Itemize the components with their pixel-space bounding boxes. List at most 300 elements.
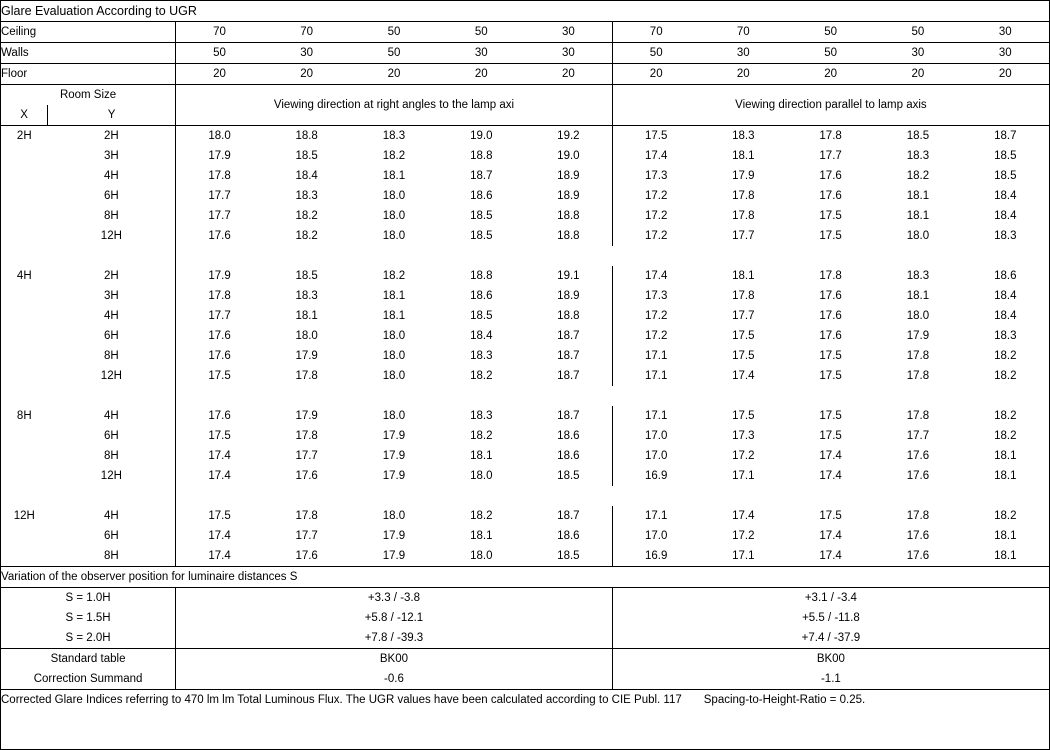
ugr-value: 18.5: [470, 310, 493, 322]
variation-label: S = 1.5H: [1, 608, 176, 628]
y-value: 2H: [48, 266, 176, 286]
ugr-value: 17.1: [732, 470, 755, 482]
ugr-value: 18.9: [525, 286, 612, 306]
ugr-value: 18.1: [732, 150, 755, 162]
ugr-value: 18.0: [382, 190, 406, 202]
direction-header-parallel: Viewing direction parallel to lamp axis: [612, 85, 1049, 126]
floor-value: 20: [525, 64, 612, 85]
ugr-value: 18.5: [295, 150, 318, 162]
ugr-value: 17.6: [906, 470, 930, 482]
variation-row: [1, 628, 1049, 649]
ugr-value: 18.3: [470, 350, 493, 362]
ugr-value: 17.7: [906, 430, 930, 442]
ugr-value: 18.6: [470, 290, 493, 302]
ugr-value: 18.2: [470, 370, 493, 382]
ugr-value: 17.1: [732, 550, 755, 562]
y-value: 2H: [48, 126, 176, 147]
ugr-value: 18.6: [525, 446, 612, 466]
ugr-value: 18.6: [525, 526, 612, 546]
ugr-value: 18.9: [525, 186, 612, 206]
ugr-value: 16.9: [645, 550, 668, 562]
x-value: [1, 366, 48, 386]
ugr-value: 17.8: [208, 170, 231, 182]
ugr-value: 18.1: [994, 550, 1017, 562]
ugr-value: 18.1: [994, 450, 1017, 462]
correction-summand-row: [1, 669, 1049, 690]
ugr-value: 18.5: [525, 546, 612, 567]
ugr-value: 17.4: [208, 470, 231, 482]
ugr-value: 18.5: [525, 466, 612, 486]
ugr-value: 17.8: [906, 410, 930, 422]
ugr-value: 17.8: [906, 510, 930, 522]
ugr-value: 18.7: [525, 346, 612, 366]
ugr-value: 18.3: [994, 230, 1017, 242]
walls-value: 50: [176, 43, 263, 64]
ugr-value: 17.8: [906, 370, 930, 382]
ugr-value: 18.0: [382, 410, 406, 422]
ugr-value: 17.0: [645, 450, 668, 462]
room-size-header: Room Size: [1, 85, 176, 106]
ugr-value: 18.2: [470, 430, 493, 442]
ugr-value: 18.7: [525, 506, 612, 526]
ugr-value: 18.1: [994, 530, 1017, 542]
standard-table-row: [1, 649, 1049, 670]
x-value: [1, 226, 48, 246]
ugr-value: 18.4: [994, 290, 1017, 302]
floor-value: 20: [176, 64, 263, 85]
ugr-value: 17.4: [645, 270, 668, 282]
ugr-value: 17.0: [645, 530, 668, 542]
ugr-value: 18.5: [906, 130, 930, 142]
data-row: [1, 346, 1049, 366]
ugr-value: 17.9: [906, 330, 930, 342]
x-value: [1, 346, 48, 366]
y-value: 8H: [48, 546, 176, 567]
ugr-value: 17.8: [732, 290, 755, 302]
data-row: [1, 446, 1049, 466]
x-value: [1, 206, 48, 226]
ugr-value: 17.4: [732, 510, 755, 522]
group-spacer: [1, 486, 1049, 506]
floor-value: 20: [874, 64, 961, 85]
data-row: [1, 146, 1049, 166]
ugr-value: 18.0: [382, 370, 406, 382]
ceiling-value: 50: [787, 22, 874, 43]
y-value: 4H: [48, 306, 176, 326]
ugr-value: 18.0: [295, 330, 318, 342]
ugr-value: 17.5: [819, 370, 842, 382]
ugr-value: 17.5: [732, 330, 755, 342]
ugr-value: 17.5: [819, 410, 842, 422]
variation-perpendicular: +3.3 / -3.8: [176, 588, 613, 609]
x-value: [1, 326, 48, 346]
ugr-value: 17.8: [732, 210, 755, 222]
ugr-value: 17.5: [819, 230, 842, 242]
ugr-value: 18.7: [994, 130, 1017, 142]
variation-parallel: +3.1 / -3.4: [804, 592, 857, 604]
variation-header-row: [1, 567, 1049, 588]
ugr-value: 17.6: [906, 530, 930, 542]
correction-summand-perpendicular: -0.6: [176, 669, 613, 690]
ugr-value: 18.8: [470, 270, 493, 282]
ugr-value: 17.6: [295, 550, 318, 562]
ugr-value: 18.5: [470, 210, 493, 222]
x-value: [1, 426, 48, 446]
ugr-value: 18.1: [470, 530, 493, 542]
ugr-value: 18.7: [525, 406, 612, 426]
ugr-value: 17.4: [208, 450, 231, 462]
ugr-value: 18.0: [382, 510, 406, 522]
ugr-value: 17.8: [819, 270, 842, 282]
ugr-value: 17.7: [732, 230, 755, 242]
y-value: 6H: [48, 326, 176, 346]
standard-table-parallel: BK00: [612, 649, 1049, 670]
floor-value: 20: [612, 64, 699, 85]
ugr-value: 17.7: [208, 210, 231, 222]
ugr-value: 17.4: [208, 550, 231, 562]
x-value: [1, 446, 48, 466]
direction-header-perpendicular: Viewing direction at right angles to the lamp axi: [176, 85, 613, 126]
ugr-value: 17.7: [208, 190, 231, 202]
ugr-value: 17.5: [819, 430, 842, 442]
ugr-value: 19.0: [470, 130, 493, 142]
ugr-value: 18.3: [906, 270, 930, 282]
ugr-value: 17.7: [819, 150, 842, 162]
ugr-value: 18.3: [295, 290, 318, 302]
data-row: [1, 426, 1049, 446]
ugr-value: 18.5: [295, 270, 318, 282]
ugr-value: 17.6: [208, 330, 231, 342]
ugr-value: 17.5: [819, 210, 842, 222]
group-spacer: [1, 246, 1049, 266]
y-value: 12H: [48, 466, 176, 486]
footnote-row: [1, 690, 1049, 711]
ugr-value: 17.7: [732, 310, 755, 322]
footnote-ratio: Spacing-to-Height-Ratio = 0.25.: [703, 694, 866, 706]
y-value: 4H: [48, 166, 176, 186]
ugr-value: 17.5: [732, 410, 755, 422]
y-header: Y: [48, 105, 176, 126]
y-value: 6H: [48, 186, 176, 206]
ugr-value: 18.2: [295, 210, 318, 222]
walls-value: 30: [962, 43, 1049, 64]
variation-header: Variation of the observer position for luminaire distances S: [1, 567, 1049, 588]
ugr-value: 18.1: [906, 190, 930, 202]
reflectance-row-ceiling: [1, 22, 1049, 43]
ugr-value: 18.4: [295, 170, 318, 182]
variation-perpendicular: +5.8 / -12.1: [176, 608, 613, 628]
ugr-value: 17.6: [819, 170, 842, 182]
variation-parallel: +7.4 / -37.9: [801, 632, 861, 644]
y-value: 6H: [48, 426, 176, 446]
ugr-value: 18.0: [382, 330, 406, 342]
x-value: [1, 146, 48, 166]
ugr-value: 19.0: [525, 146, 612, 166]
ugr-value: 18.1: [732, 270, 755, 282]
ugr-value: 17.7: [208, 310, 231, 322]
walls-value: 50: [612, 43, 699, 64]
x-header: X: [1, 105, 48, 126]
ugr-value: 17.2: [645, 190, 668, 202]
ugr-value: 17.9: [382, 550, 406, 562]
ceiling-value: 50: [438, 22, 525, 43]
ugr-value: 18.4: [994, 210, 1017, 222]
ugr-value: 19.2: [525, 126, 612, 147]
ugr-value: 18.1: [906, 210, 930, 222]
ceiling-value: 30: [962, 22, 1049, 43]
ugr-value: 18.6: [994, 270, 1017, 282]
floor-value: 20: [962, 64, 1049, 85]
y-value: 3H: [48, 286, 176, 306]
ugr-value: 18.4: [994, 310, 1017, 322]
page-title: Glare Evaluation According to UGR: [1, 1, 1049, 22]
ugr-value: 18.0: [208, 130, 231, 142]
ugr-value: 17.8: [819, 130, 842, 142]
data-row: [1, 286, 1049, 306]
ugr-value: 17.1: [645, 350, 668, 362]
ugr-value: 18.3: [295, 190, 318, 202]
ugr-value: 18.8: [295, 130, 318, 142]
y-value: 8H: [48, 446, 176, 466]
ugr-value: 17.2: [645, 310, 668, 322]
y-value: 4H: [48, 406, 176, 426]
ugr-value: 18.3: [906, 150, 930, 162]
ugr-value: 17.8: [732, 190, 755, 202]
ugr-value: 18.7: [470, 170, 493, 182]
ugr-value: 18.0: [470, 470, 493, 482]
x-value: [1, 306, 48, 326]
variation-label: S = 2.0H: [1, 628, 176, 649]
x-value: [1, 186, 48, 206]
ugr-value: 18.7: [525, 326, 612, 346]
data-row: [1, 526, 1049, 546]
ugr-value: 18.3: [470, 410, 493, 422]
ugr-value: 17.7: [295, 530, 318, 542]
ugr-value: 18.2: [295, 230, 318, 242]
ugr-value: 18.5: [994, 170, 1017, 182]
ugr-value: 17.5: [208, 370, 231, 382]
ugr-value: 17.2: [645, 210, 668, 222]
ugr-value: 18.0: [906, 310, 930, 322]
ceiling-label: Ceiling: [1, 22, 176, 43]
ugr-value: 18.6: [525, 426, 612, 446]
ugr-value: 17.4: [819, 530, 842, 542]
ugr-value: 17.1: [645, 370, 668, 382]
ugr-value: 18.2: [994, 370, 1017, 382]
y-value: 3H: [48, 146, 176, 166]
ugr-table: [1, 1, 1049, 710]
data-row: [1, 406, 1049, 426]
ugr-value: 17.4: [208, 530, 231, 542]
ugr-value: 17.6: [819, 190, 842, 202]
walls-label: Walls: [1, 43, 176, 64]
footnote-main: Corrected Glare Indices referring to 470 lm lm Total Luminous Flux. The UGR values have been calculated according to CIE Publ. 117: [1, 694, 682, 706]
floor-value: 20: [263, 64, 350, 85]
data-row: [1, 186, 1049, 206]
ugr-value: 17.9: [382, 470, 406, 482]
ugr-value: 18.0: [382, 210, 406, 222]
floor-label: Floor: [1, 64, 176, 85]
ugr-value: 17.4: [819, 550, 842, 562]
x-value: 2H: [16, 130, 32, 142]
x-value: [1, 166, 48, 186]
ugr-value: 18.1: [382, 310, 406, 322]
ugr-value: 18.4: [994, 190, 1017, 202]
x-value: [1, 466, 48, 486]
ugr-value: 17.6: [208, 410, 231, 422]
ugr-value: 17.6: [295, 470, 318, 482]
ugr-value: 18.2: [994, 430, 1017, 442]
ugr-value: 18.0: [470, 550, 493, 562]
y-value: 12H: [48, 366, 176, 386]
ceiling-value: 50: [350, 22, 437, 43]
walls-value: 30: [700, 43, 787, 64]
walls-value: 30: [525, 43, 612, 64]
walls-value: 30: [874, 43, 961, 64]
data-row: [1, 266, 1049, 286]
ugr-value: 17.8: [295, 430, 318, 442]
ugr-value: 17.8: [208, 290, 231, 302]
data-row: [1, 206, 1049, 226]
data-row: [1, 466, 1049, 486]
ugr-value: 18.5: [994, 150, 1017, 162]
ugr-value: 17.5: [645, 130, 668, 142]
ugr-value: 18.1: [470, 450, 493, 462]
walls-value: 50: [350, 43, 437, 64]
ugr-value: 18.2: [382, 150, 406, 162]
ugr-value: 17.4: [819, 450, 842, 462]
variation-row: [1, 608, 1049, 628]
ugr-value: 18.8: [470, 150, 493, 162]
ugr-value: 17.1: [645, 410, 668, 422]
reflectance-row-walls: [1, 43, 1049, 64]
floor-value: 20: [438, 64, 525, 85]
ugr-value: 17.4: [732, 370, 755, 382]
walls-value: 30: [438, 43, 525, 64]
ugr-value: 17.8: [295, 370, 318, 382]
variation-row: [1, 588, 1049, 609]
ugr-value: 17.6: [906, 450, 930, 462]
ugr-value: 18.1: [295, 310, 318, 322]
ugr-value: 17.4: [819, 470, 842, 482]
x-value: 12H: [13, 510, 35, 522]
ugr-value: 17.6: [819, 330, 842, 342]
ugr-value: 18.3: [994, 330, 1017, 342]
reflectance-row-floor: [1, 64, 1049, 85]
ugr-value: 18.1: [906, 290, 930, 302]
ugr-value: 17.6: [208, 350, 231, 362]
y-value: 8H: [48, 206, 176, 226]
y-value: 12H: [48, 226, 176, 246]
ugr-value: 18.1: [994, 470, 1017, 482]
ugr-value: 17.1: [645, 510, 668, 522]
data-row: [1, 166, 1049, 186]
y-value: 6H: [48, 526, 176, 546]
ugr-value: 17.9: [295, 410, 318, 422]
ugr-value: 17.9: [208, 150, 231, 162]
ugr-value: 17.5: [819, 350, 842, 362]
footnote: [1, 690, 1049, 711]
ceiling-value: 70: [612, 22, 699, 43]
ugr-value: 17.8: [295, 510, 318, 522]
ugr-value: 19.1: [525, 266, 612, 286]
ugr-value: 17.5: [208, 430, 231, 442]
ceiling-value: 30: [525, 22, 612, 43]
ugr-value: 18.5: [470, 230, 493, 242]
ugr-value: 17.2: [732, 530, 755, 542]
x-value: [1, 526, 48, 546]
floor-value: 20: [700, 64, 787, 85]
ugr-value: 17.2: [645, 330, 668, 342]
group-spacer: [1, 386, 1049, 406]
ugr-value: 18.7: [525, 366, 612, 386]
ugr-value: 17.5: [208, 510, 231, 522]
ceiling-value: 70: [263, 22, 350, 43]
y-value: 8H: [48, 346, 176, 366]
floor-value: 20: [350, 64, 437, 85]
ceiling-value: 70: [176, 22, 263, 43]
ugr-value: 17.9: [382, 450, 406, 462]
ugr-value: 17.3: [732, 430, 755, 442]
ugr-value: 18.2: [906, 170, 930, 182]
data-row: [1, 226, 1049, 246]
ugr-value: 17.2: [645, 230, 668, 242]
ceiling-value: 70: [700, 22, 787, 43]
room-size-header-row: [1, 85, 1049, 106]
ugr-value: 18.0: [382, 350, 406, 362]
ugr-value: 17.9: [732, 170, 755, 182]
ugr-value: 18.1: [382, 170, 406, 182]
ugr-value: 18.9: [525, 166, 612, 186]
standard-table-label: Standard table: [1, 649, 176, 670]
ugr-value: 18.8: [525, 206, 612, 226]
ugr-value: 18.2: [994, 510, 1017, 522]
variation-label: S = 1.0H: [1, 588, 176, 609]
ugr-value: 17.2: [732, 450, 755, 462]
ugr-value: 18.8: [525, 226, 612, 246]
ugr-value: 17.5: [732, 350, 755, 362]
ugr-value: 17.9: [382, 530, 406, 542]
x-value: 8H: [16, 410, 32, 422]
data-row: [1, 546, 1049, 567]
ugr-value: 18.0: [382, 230, 406, 242]
ugr-value: 17.8: [906, 350, 930, 362]
ugr-value: 18.6: [470, 190, 493, 202]
ugr-value: 18.2: [470, 510, 493, 522]
walls-value: 50: [787, 43, 874, 64]
ugr-value: 18.4: [470, 330, 493, 342]
ugr-value: 17.9: [382, 430, 406, 442]
ugr-value: 18.8: [525, 306, 612, 326]
x-value: [1, 546, 48, 567]
ugr-value: 18.1: [382, 290, 406, 302]
ceiling-value: 50: [874, 22, 961, 43]
ugr-value: 18.2: [382, 270, 406, 282]
data-row: [1, 326, 1049, 346]
floor-value: 20: [787, 64, 874, 85]
y-value: 4H: [48, 506, 176, 526]
correction-summand-label: Correction Summand: [1, 669, 176, 690]
ugr-value: 17.6: [208, 230, 231, 242]
ugr-value: 17.6: [906, 550, 930, 562]
ugr-value: 17.9: [208, 270, 231, 282]
ugr-value: 17.0: [645, 430, 668, 442]
walls-value: 30: [263, 43, 350, 64]
variation-parallel: +5.5 / -11.8: [802, 612, 860, 624]
ugr-value: 17.6: [819, 310, 842, 322]
ugr-value: 17.9: [295, 350, 318, 362]
title-row: [1, 1, 1049, 22]
